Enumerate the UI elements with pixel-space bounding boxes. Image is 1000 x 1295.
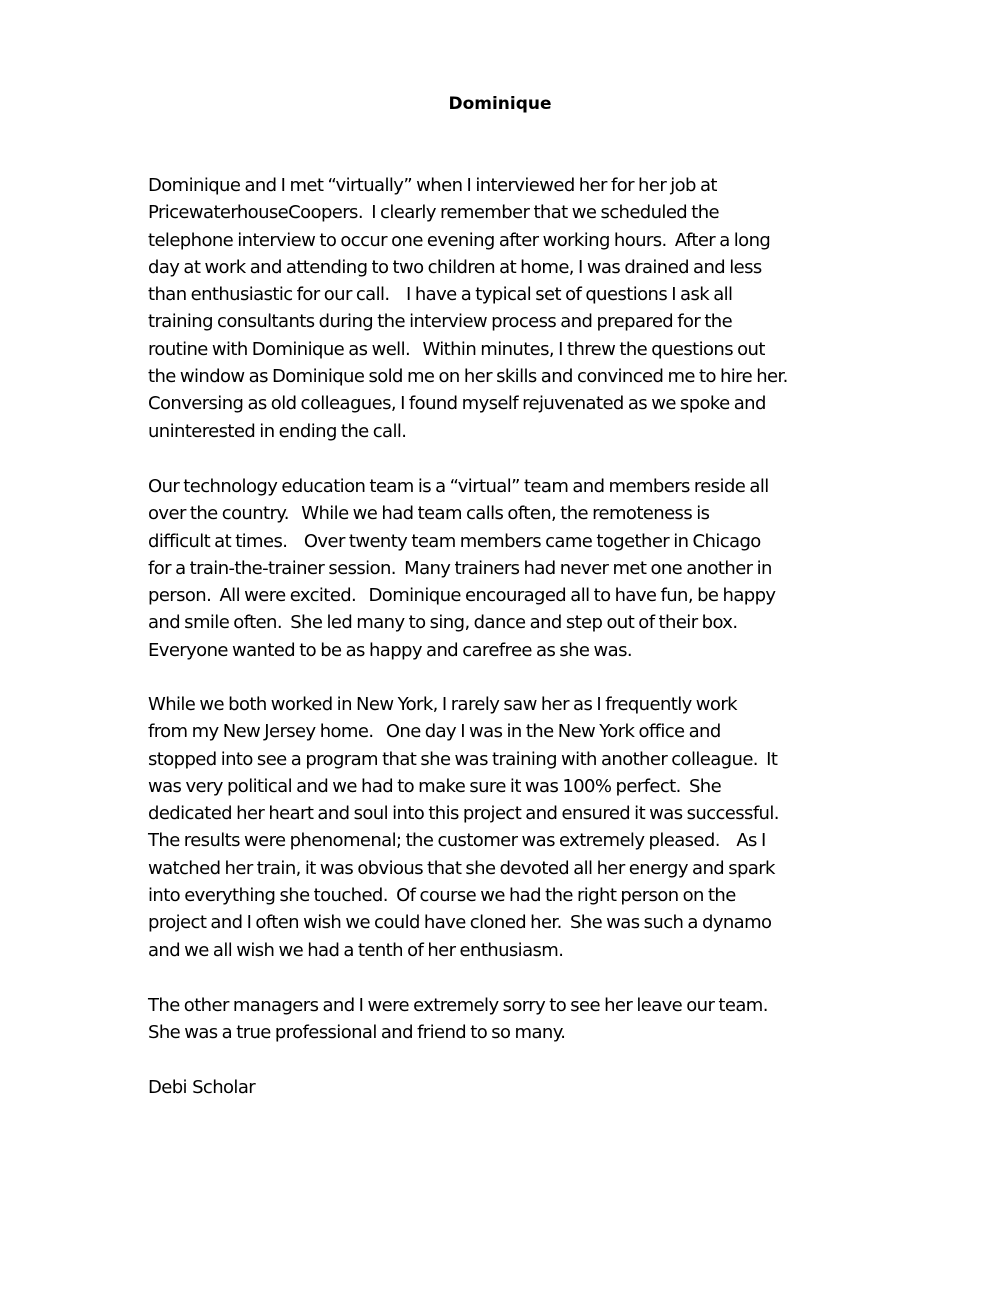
paragraph-line: difficult at times. Over twenty team members came together in Chicago — [148, 530, 761, 552]
paragraph-line: Conversing as old colleagues, I found myself rejuvenated as we spoke and — [148, 393, 766, 415]
paragraph-line: stopped into see a program that she was training with another colleague. It — [148, 748, 778, 770]
paragraph-line: than enthusiastic for our call. I have a typical set of questions I ask all — [148, 284, 733, 306]
paragraph-line: over the country. While we had team calls often, the remoteness is — [148, 503, 710, 525]
paragraph-farewell — [148, 992, 868, 1047]
paragraph-line: project and I often wish we could have cloned her. She was such a dynamo — [148, 912, 772, 934]
paragraph-line: telephone interview to occur one evening after working hours. After a long — [148, 229, 771, 251]
paragraph-line: was very political and we had to make sure it was 100% perfect. She — [148, 775, 722, 797]
paragraph-line: training consultants during the interview process and prepared for the — [148, 311, 733, 333]
paragraph-line: The results were phenomenal; the customer was extremely pleased. As I — [148, 830, 766, 852]
paragraph-line: for a train-the-trainer session. Many trainers had never met one another in — [148, 557, 772, 579]
paragraph-team — [148, 473, 868, 664]
paragraph-line: Our technology education team is a “virtual” team and members reside all — [148, 476, 769, 497]
paragraph-line: PricewaterhouseCoopers. I clearly remember that we scheduled the — [148, 202, 719, 224]
paragraph-line: and smile often. She led many to sing, dance and step out of their box. — [148, 612, 738, 634]
paragraph-line: Everyone wanted to be as happy and carefree as she was. — [148, 639, 632, 661]
paragraph-new-york — [148, 691, 868, 964]
paragraph-line: routine with Dominique as well. Within minutes, I threw the questions out — [148, 338, 765, 360]
paragraph-line: watched her train, it was obvious that she devoted all her energy and spark — [148, 857, 775, 879]
paragraph-line: Dominique and I met “virtually” when I interviewed her for her job at — [148, 175, 717, 196]
paragraph-line: day at work and attending to two children at home, I was drained and less — [148, 256, 762, 278]
paragraph-line: uninterested in ending the call. — [148, 420, 407, 442]
paragraph-line: She was a true professional and friend to so many. — [148, 1022, 566, 1044]
paragraph-meeting — [148, 172, 868, 445]
paragraph-line: dedicated her heart and soul into this project and ensured it was successful. — [148, 803, 779, 825]
paragraph-line: While we both worked in New York, I rarely saw her as I frequently work — [148, 694, 737, 715]
paragraph-line: the window as Dominique sold me on her skills and convinced me to hire her. — [148, 366, 788, 388]
letter-title: Dominique — [448, 94, 552, 114]
paragraph-line: from my New Jersey home. One day I was in the New York office and — [148, 721, 721, 743]
paragraph-line: into everything she touched. Of course we had the right person on the — [148, 885, 736, 907]
paragraph-line: person. All were excited. Dominique encouraged all to have fun, be happy — [148, 585, 776, 607]
signature-name: Debi Scholar — [148, 1077, 256, 1098]
paragraph-line: The other managers and I were extremely sorry to see her leave our team. — [148, 995, 768, 1016]
paragraph-line: and we all wish we had a tenth of her enthusiasm. — [148, 939, 564, 961]
